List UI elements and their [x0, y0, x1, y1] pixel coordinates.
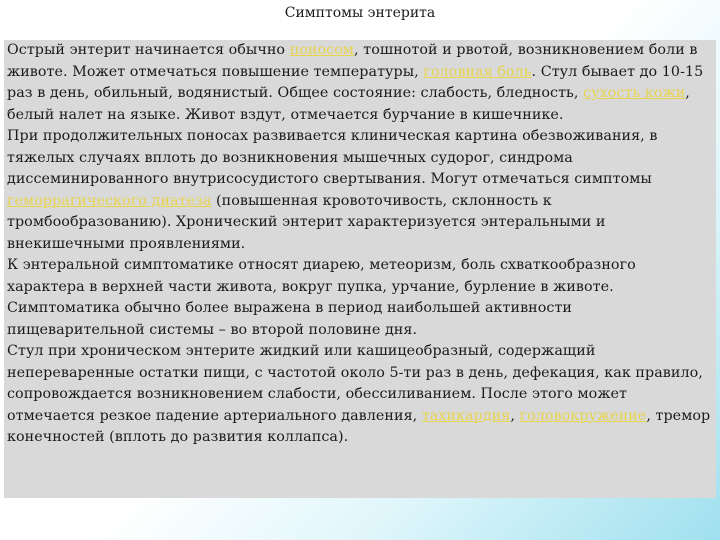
text-run: ,: [510, 407, 520, 424]
body-text: [7, 40, 713, 449]
text-run: . Стул бывает до 10-15 раз в день, обильный, водянистый. Общее состояние: слабость, бледность,: [7, 63, 704, 101]
text-run: К энтеральной симптоматике относят диарею, метеоризм, боль схваткообразного характера в верхней части живота, вокруг пупка, урчание, бурление в животе. Симптоматика обычно более выражена в период наибольшей активности пищеварительной системы – во второй половине дня.: [7, 257, 636, 338]
text-run: , тошнотой и рвотой, возникновением боли в животе. Может отмечаться повышение температуры,: [7, 42, 698, 80]
text-run: Стул при хроническом энтерите жидкий или кашицеобразный, содержащий непереваренные остатки пищи, с частотой около 5-ти раз в день, дефекация, как правило, сопровождается возникновением слабости, обессиливанием. После этого может отмечается резкое падение артериального давления,: [7, 343, 703, 424]
text-run: Острый энтерит начинается обычно: [7, 42, 290, 58]
paragraph: [7, 255, 713, 341]
text-run: , белый налет на языке. Живот вздут, отмечается бурчание в кишечнике.: [7, 85, 690, 123]
text-run: При продолжительных поносах развивается клиническая картина обезвоживания, в тяжелых случаях вплоть до возникновения мышечных судорог, синдрома диссеминированного внутрисосудистого свертывания. Могут отмечаться симптомы: [7, 128, 658, 187]
paragraph: [7, 40, 713, 126]
paragraph: [7, 341, 713, 449]
inline-link[interactable]: поносом: [289, 42, 355, 58]
inline-link[interactable]: головокружение: [519, 407, 647, 424]
text-run: (повышенная кровоточивость, склонность к тромбообразованию). Хронический энтерит характеризуется энтеральными и внекишечными проявлениями.: [7, 192, 606, 252]
inline-link[interactable]: головная боль: [423, 63, 532, 80]
paragraph: [7, 126, 713, 255]
slide-title: Симптомы энтерита: [284, 5, 436, 21]
inline-link[interactable]: тахикардия: [421, 407, 511, 424]
inline-link[interactable]: геморрагического диатеза: [7, 192, 212, 209]
text-run: , тремор конечностей (вплоть до развития коллапса).: [7, 407, 711, 445]
inline-link[interactable]: сухость кожи: [583, 85, 686, 101]
